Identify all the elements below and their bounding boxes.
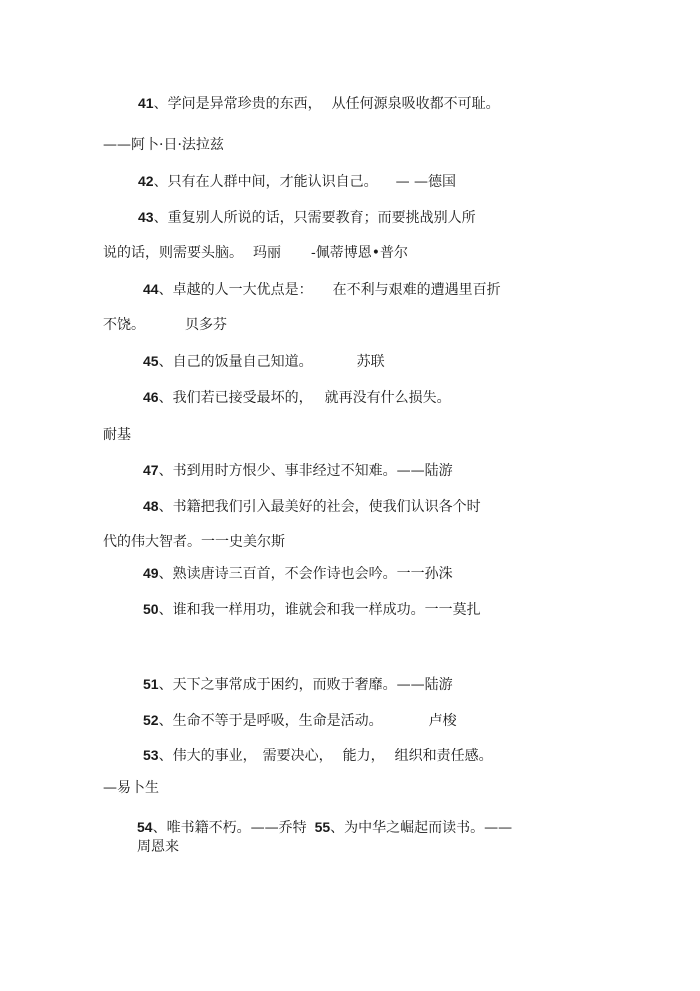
quote-text: 、书籍把我们引入最美好的社会，使我们认识各个时: [158, 499, 481, 515]
quote-text: 、伟大的事业，: [158, 748, 257, 764]
quote-author: ——阿卜·日·法拉兹: [103, 137, 224, 153]
quote-text: 、谁和我一样用功，谁就会和我一样成功。一一莫扎: [158, 602, 481, 618]
quote-43-line-2: [103, 244, 408, 262]
quote-text: 需要决心，: [262, 748, 333, 764]
quote-47-line-1: [143, 461, 453, 480]
quote-text: 、重复别人所说的话，只需要教育；而要挑战别人所: [153, 210, 476, 226]
quote-number: 50: [143, 601, 159, 617]
quote-text: 代的伟大智者。一一史美尔斯: [103, 534, 285, 550]
quote-text: 在不利与艰难的遭遇里百折: [332, 282, 501, 298]
quote-author: 周恩来: [137, 839, 179, 855]
quote-55-line-2: [137, 838, 179, 856]
quote-text: 、自己的饭量自己知道。: [158, 354, 313, 370]
quote-text: 组织和责任感。: [394, 748, 493, 764]
quote-author: 耐基: [103, 427, 131, 443]
quote-text: 、熟读唐诗三百首，不会作诗也会吟。一一孙洙: [158, 566, 453, 582]
quote-53-line-2: [103, 779, 159, 797]
quote-author: 贝多芬: [185, 317, 227, 333]
quote-45-line-1: [143, 352, 385, 371]
quote-44-line-1: [143, 280, 501, 299]
quote-51-line-1: [143, 675, 453, 694]
quote-text: 、天下之事常成于困约，而败于奢靡。——陆游: [158, 677, 453, 693]
quote-text: 、卓越的人一大优点是：: [158, 282, 313, 298]
quote-number: 41: [138, 95, 154, 111]
quote-text: 从任何源泉吸收都不可耻。: [331, 96, 500, 112]
quote-50-line-1: [143, 600, 481, 619]
quote-text: 、只有在人群中间，才能认识自己。: [153, 174, 378, 190]
quote-46-line-1: [143, 388, 451, 407]
quote-text: 不饶。: [103, 317, 145, 333]
quote-53-line-1: [143, 746, 493, 765]
quote-number: 44: [143, 281, 159, 297]
quote-number: 45: [143, 353, 159, 369]
quote-text: 就再没有什么损失。: [324, 390, 451, 406]
quote-author: 玛丽: [253, 245, 281, 261]
quote-48-line-1: [143, 497, 481, 516]
quote-text: 、生命不等于是呼吸，生命是活动。: [158, 713, 383, 729]
quote-number: 54: [137, 819, 153, 835]
quote-number: 43: [138, 209, 154, 225]
quote-text: 能力，: [342, 748, 385, 764]
quote-number: 52: [143, 712, 159, 728]
quote-number: 46: [143, 389, 159, 405]
quote-42-line-1: [138, 172, 456, 191]
quote-number: 53: [143, 747, 159, 763]
quote-text: 、我们若已接受最坏的，: [158, 390, 313, 406]
quote-author: 卢梭: [428, 713, 457, 729]
quote-52-line-1: [143, 711, 457, 730]
quote-number: 42: [138, 173, 154, 189]
quote-43-line-1: [138, 208, 476, 227]
quote-48-line-2: [103, 533, 285, 551]
quote-number: 51: [143, 676, 159, 692]
quote-44-line-2: [103, 316, 227, 334]
quote-41-line-2: [103, 136, 224, 154]
quote-49-line-1: [143, 564, 453, 583]
quote-text: 、为中华之崛起而读书。——: [330, 820, 513, 836]
quote-number: 55: [314, 819, 331, 835]
quote-number: 48: [143, 498, 159, 514]
quote-text: 、书到用时方恨少、事非经过不知难。——陆游: [158, 463, 453, 479]
quote-author: -佩蒂博恩•普尔: [311, 245, 408, 261]
quote-text: 、唯书籍不朽。——乔特: [152, 820, 307, 836]
quote-author: — —德国: [395, 174, 457, 190]
quote-text: 说的话，则需要头脑。: [103, 245, 243, 261]
quote-author: —易卜生: [103, 780, 159, 796]
quote-number: 47: [143, 462, 159, 478]
quote-number: 49: [143, 565, 159, 581]
quote-46-line-2: [103, 426, 131, 444]
quote-author: 苏联: [356, 354, 385, 370]
quote-text: 、学问是异常珍贵的东西，: [153, 96, 322, 112]
quote-41-line-1: [138, 94, 500, 113]
quote-54-55-line-1: [137, 818, 512, 837]
